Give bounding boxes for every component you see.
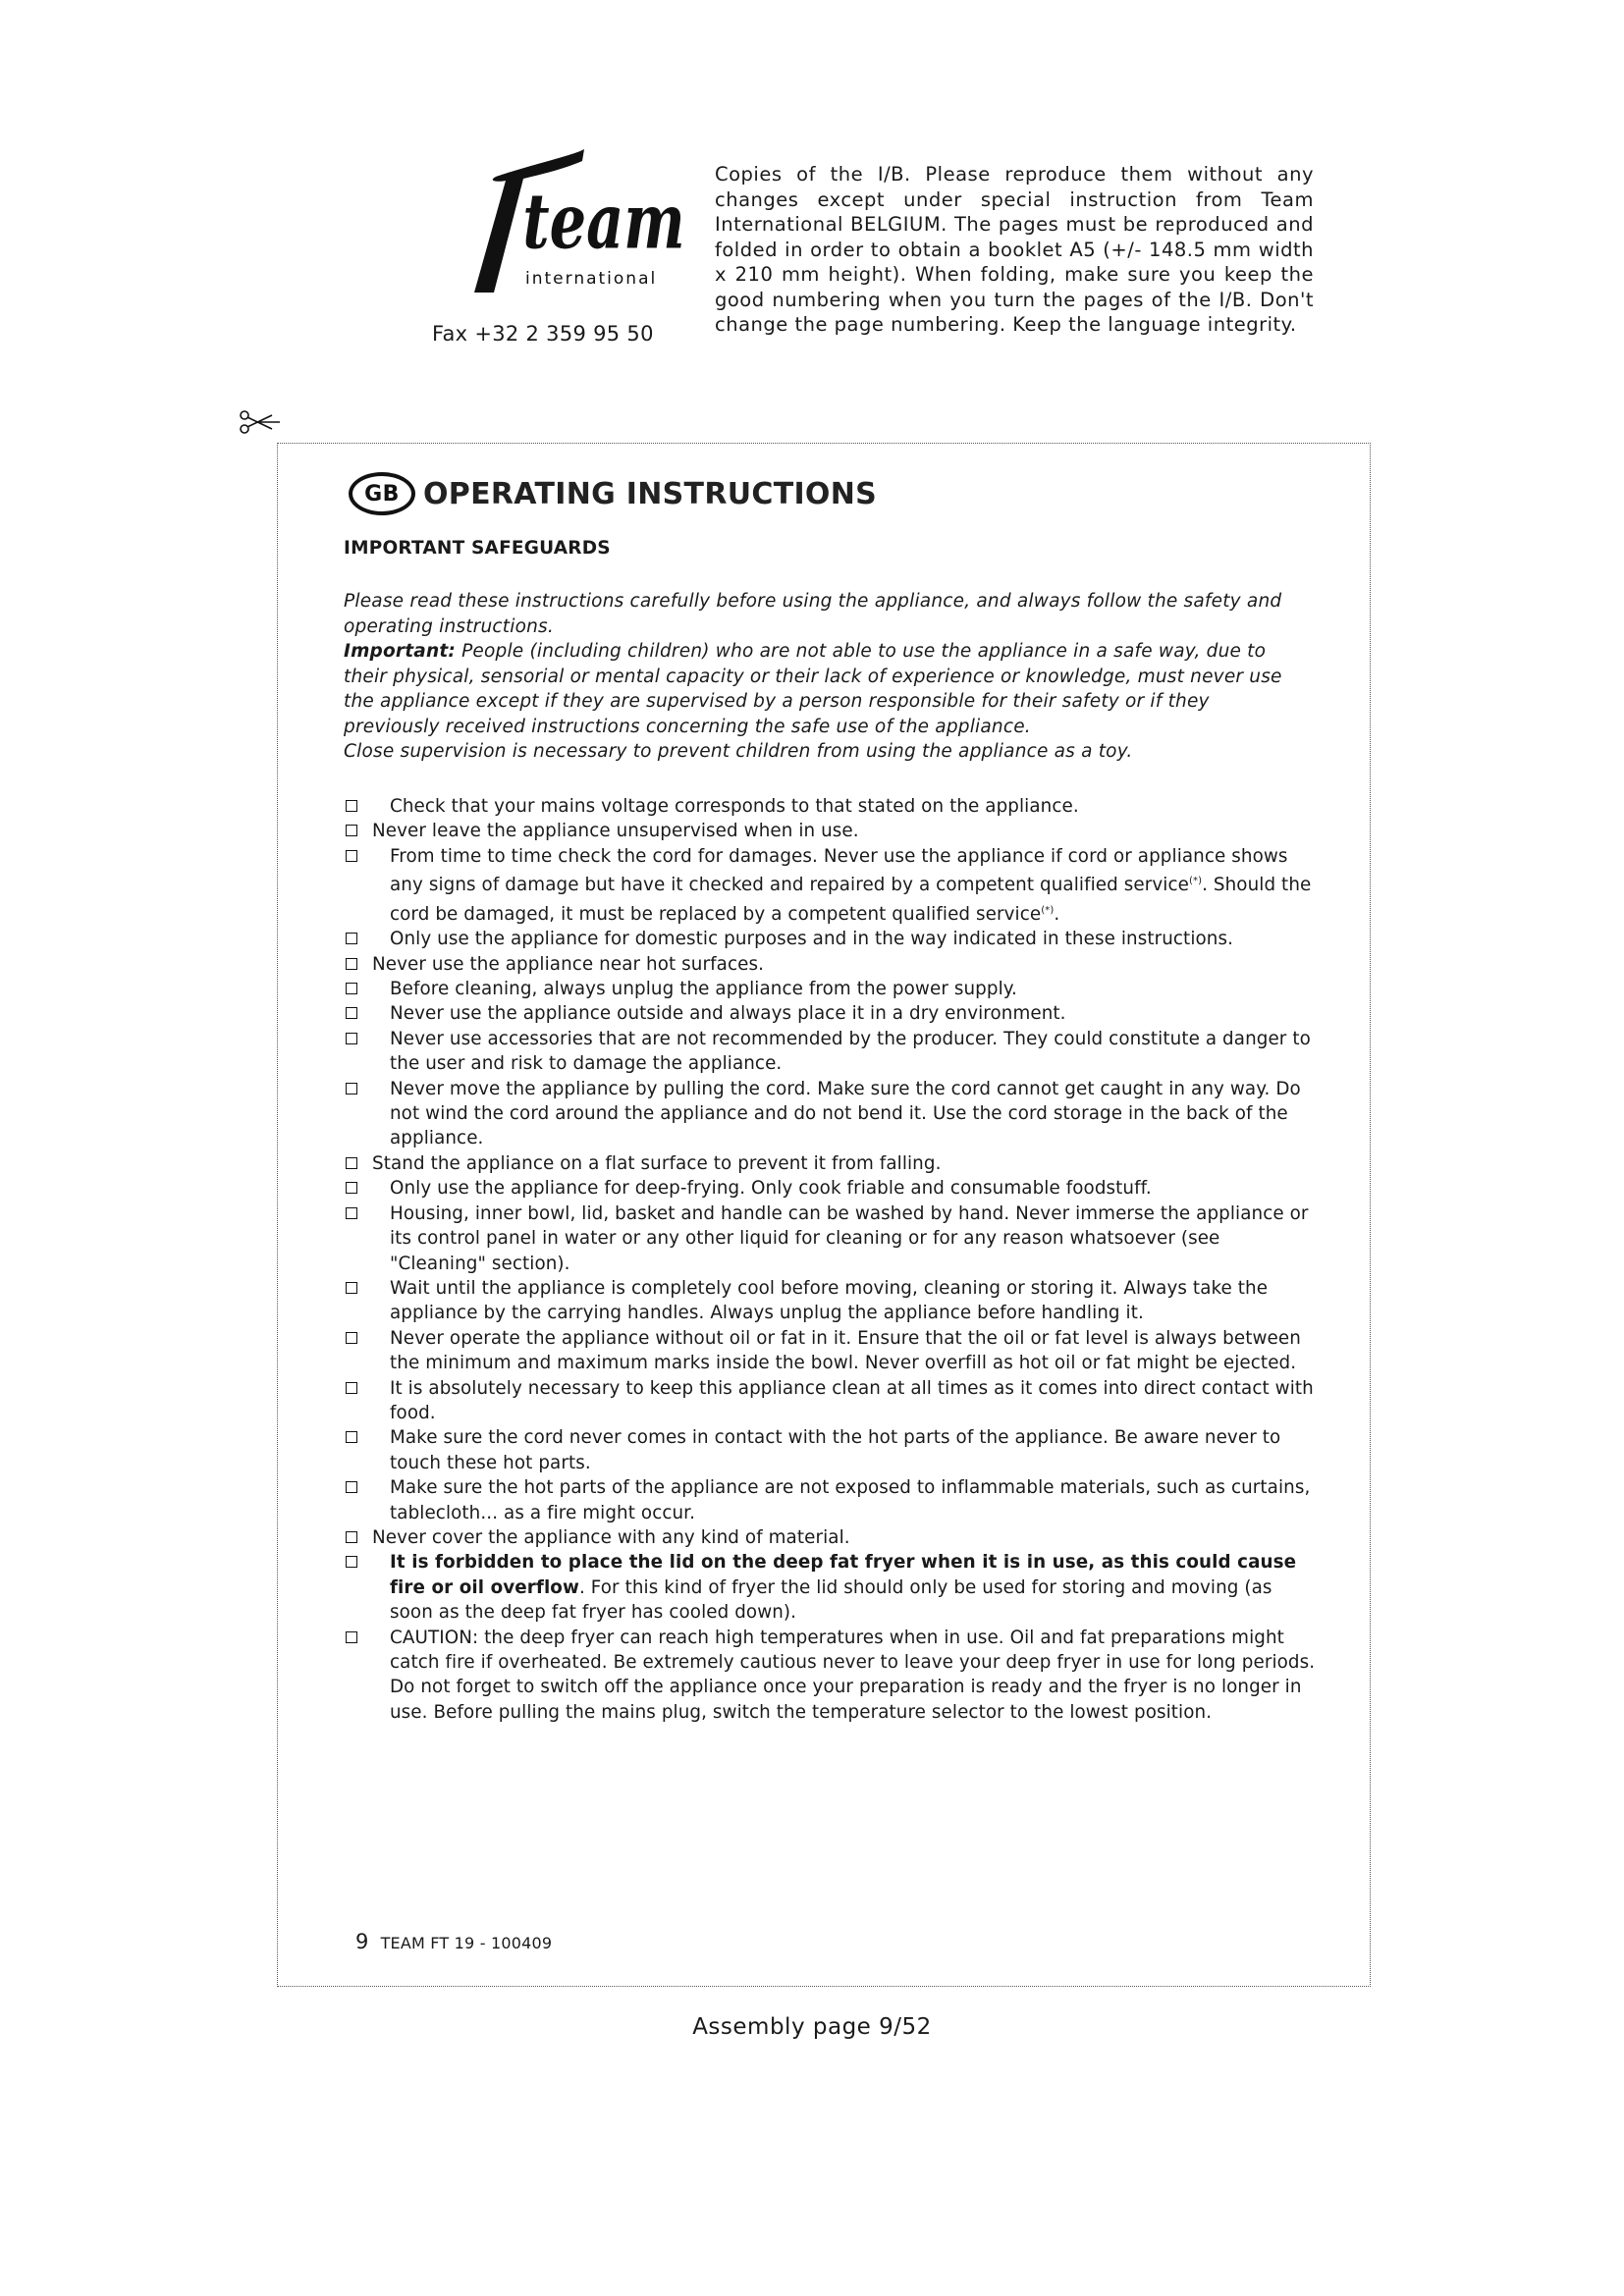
scissors-icon (239, 407, 280, 437)
checkbox-bullet-icon (346, 1157, 357, 1169)
list-item-text: Never leave the appliance unsupervised when in use. (372, 821, 859, 842)
svg-text:international: international (525, 269, 658, 289)
list-item (344, 844, 1316, 927)
footnote-mark: (*) (1188, 876, 1203, 887)
checkbox-bullet-icon (346, 1332, 357, 1344)
list-item-text: CAUTION: the deep fryer can reach high temperatures when in use. Oil and fat preparations might catch fire if overheated. Be extremely cautious never to leave your deep fryer in use for long periods. Do not forget to switch off the appliance once your preparation is ready and the fryer is no longer in use. Before pulling the mains plug, switch the temperature selector to the lowest position. (390, 1627, 1316, 1723)
gb-language-badge: GB (349, 472, 415, 515)
list-item-text: Check that your mains voltage corresponds to that stated on the appliance. (390, 796, 1079, 817)
important-label: Important: (344, 641, 456, 662)
list-item-text-part: . (1054, 903, 1060, 925)
list-item (344, 1176, 1316, 1201)
checkbox-bullet-icon (346, 1631, 357, 1643)
checkbox-bullet-icon (346, 958, 357, 970)
list-item (344, 1276, 1316, 1326)
checkbox-bullet-icon (346, 933, 357, 944)
warning-bold-text: It is forbidden to place the lid on the deep fat fryer when it is in use, as this could cause fire or oil overflow (390, 1552, 1297, 1598)
checkbox-bullet-icon (346, 1382, 357, 1394)
checkbox-bullet-icon (346, 1007, 357, 1019)
list-item-text: It is absolutely necessary to keep this appliance clean at all times as it comes into direct contact with food. (390, 1377, 1314, 1423)
intro-text (344, 589, 1286, 765)
list-item-text: Never cover the appliance with any kind of material. (372, 1526, 850, 1548)
list-item-text-part: From time to time check the cord for damages. Never use the appliance if cord or appliance shows any signs of damage but have it checked and repaired by a competent qualified service (390, 845, 1288, 896)
fax-number: Fax +32 2 359 95 50 (432, 322, 654, 346)
assembly-page-label: Assembly page 9/52 (692, 2014, 932, 2040)
list-item (344, 1376, 1316, 1426)
checkbox-bullet-icon (346, 1207, 357, 1219)
list-item-text: Never use the appliance near hot surfaces. (372, 953, 764, 975)
list-item (344, 794, 1316, 819)
checkbox-bullet-icon (346, 850, 357, 862)
list-item-text: Only use the appliance for domestic purposes and in the way indicated in these instructions. (390, 929, 1234, 950)
list-item-text: Never use accessories that are not recommended by the producer. They could constitute a danger to the user and risk to damage the appliance. (390, 1028, 1311, 1075)
list-item (344, 952, 1316, 977)
list-item (344, 819, 1316, 843)
list-item-text: Never move the appliance by pulling the cord. Make sure the cord cannot get caught in any way. Do not wind the cord around the appliance and do not bend it. Use the cord storage in the back of the appliance. (390, 1078, 1301, 1149)
list-item (344, 1425, 1316, 1475)
list-item-text: Never operate the appliance without oil or fat in it. Ensure that the oil or fat level is always between the minimum and maximum marks inside the bowl. Never overfill as hot oil or fat might be ejected. (390, 1327, 1301, 1374)
list-item-text-part: . For this kind of fryer the lid should only be used for storing and moving (as soon as the deep fat fryer has cooled down). (390, 1576, 1272, 1624)
safeguards-list (344, 794, 1316, 1725)
list-item-text: Make sure the cord never comes in contact with the hot parts of the appliance. Be aware never to touch these hot parts. (390, 1427, 1281, 1473)
list-item (344, 1077, 1316, 1151)
page-heading (349, 469, 877, 518)
list-item (344, 1027, 1316, 1077)
important-paragraph (344, 639, 1286, 739)
section-title: IMPORTANT SAFEGUARDS (344, 538, 611, 559)
supervision-paragraph: Close supervision is necessary to prevent children from using the appliance as a toy. (344, 741, 1133, 762)
list-item-text-part: . Should the cord be damaged, it must be replaced by a competent qualified service (390, 875, 1312, 925)
list-item-text (390, 844, 1316, 927)
list-item (344, 1475, 1316, 1525)
list-item (344, 977, 1316, 1001)
list-item-text: Housing, inner bowl, lid, basket and handle can be washed by hand. Never immerse the appliance or its control panel in water or any other liquid for cleaning or for any reason whatsoever (see "Cleaning" section). (390, 1202, 1309, 1274)
list-item-text: Only use the appliance for deep-frying. Only cook friable and consumable foodstuff. (390, 1178, 1152, 1200)
checkbox-bullet-icon (346, 983, 357, 994)
page-title: OPERATING INSTRUCTIONS (423, 476, 878, 511)
checkbox-bullet-icon (346, 1531, 357, 1543)
page-number: 9 (355, 1930, 369, 1953)
list-item (344, 927, 1316, 951)
important-text: People (including children) who are not able to use the appliance in a safe way, due to their physical, sensorial or mental capacity or their lack of experience or knowledge, must never use the appliance except if they are supervised by a person responsible for their safety or if they previously received instructions concerning the safe use of the appliance. (344, 641, 1282, 737)
list-item-text: Stand the appliance on a flat surface to prevent it from falling. (372, 1152, 942, 1174)
list-item-text: Never use the appliance outside and always place it in a dry environment. (390, 1003, 1066, 1025)
checkbox-bullet-icon (346, 1182, 357, 1194)
checkbox-bullet-icon (346, 1282, 357, 1294)
list-item (344, 1151, 1316, 1176)
list-item (344, 1001, 1316, 1026)
checkbox-bullet-icon (346, 1083, 357, 1095)
list-item-text (390, 1550, 1316, 1625)
list-item-text: Make sure the hot parts of the appliance are not exposed to inflammable materials, such as curtains, tablecloth... as a fire might occur. (390, 1477, 1311, 1523)
checkbox-bullet-icon (346, 1033, 357, 1044)
checkbox-bullet-icon (346, 1556, 357, 1568)
checkbox-bullet-icon (346, 800, 357, 812)
team-international-logo (437, 147, 685, 294)
footnote-mark: (*) (1041, 904, 1055, 916)
checkbox-bullet-icon (346, 825, 357, 836)
list-item (344, 1201, 1316, 1276)
copies-note: Copies of the I/B. Please reproduce them without any changes except under special instruction from Team International BELGIUM. The pages must be reproduced and folded in order to obtain a booklet A5 (+/- 148.5 mm width x 210 mm height). When folding, make sure you keep the good numbering when you turn the pages of the I/B. Don't change the page numbering. Keep the language integrity. (715, 163, 1314, 336)
page-footer (355, 1930, 552, 1953)
list-item-text: Before cleaning, always unplug the appliance from the power supply. (390, 979, 1017, 1000)
list-item (344, 1326, 1316, 1376)
model-reference: TEAM FT 19 - 100409 (380, 1934, 553, 1952)
list-item (344, 1525, 1316, 1550)
list-item (344, 1626, 1316, 1726)
list-item-text: Wait until the appliance is completely cool before moving, cleaning or storing it. Always take the appliance by the carrying handles. Always unplug the appliance before handling it. (390, 1277, 1269, 1324)
list-item (344, 1550, 1316, 1625)
svg-text:team: team (522, 177, 685, 267)
checkbox-bullet-icon (346, 1431, 357, 1443)
checkbox-bullet-icon (346, 1481, 357, 1493)
intro-paragraph: Please read these instructions carefully before using the appliance, and always follow the safety and operating instructions. (344, 591, 1282, 637)
